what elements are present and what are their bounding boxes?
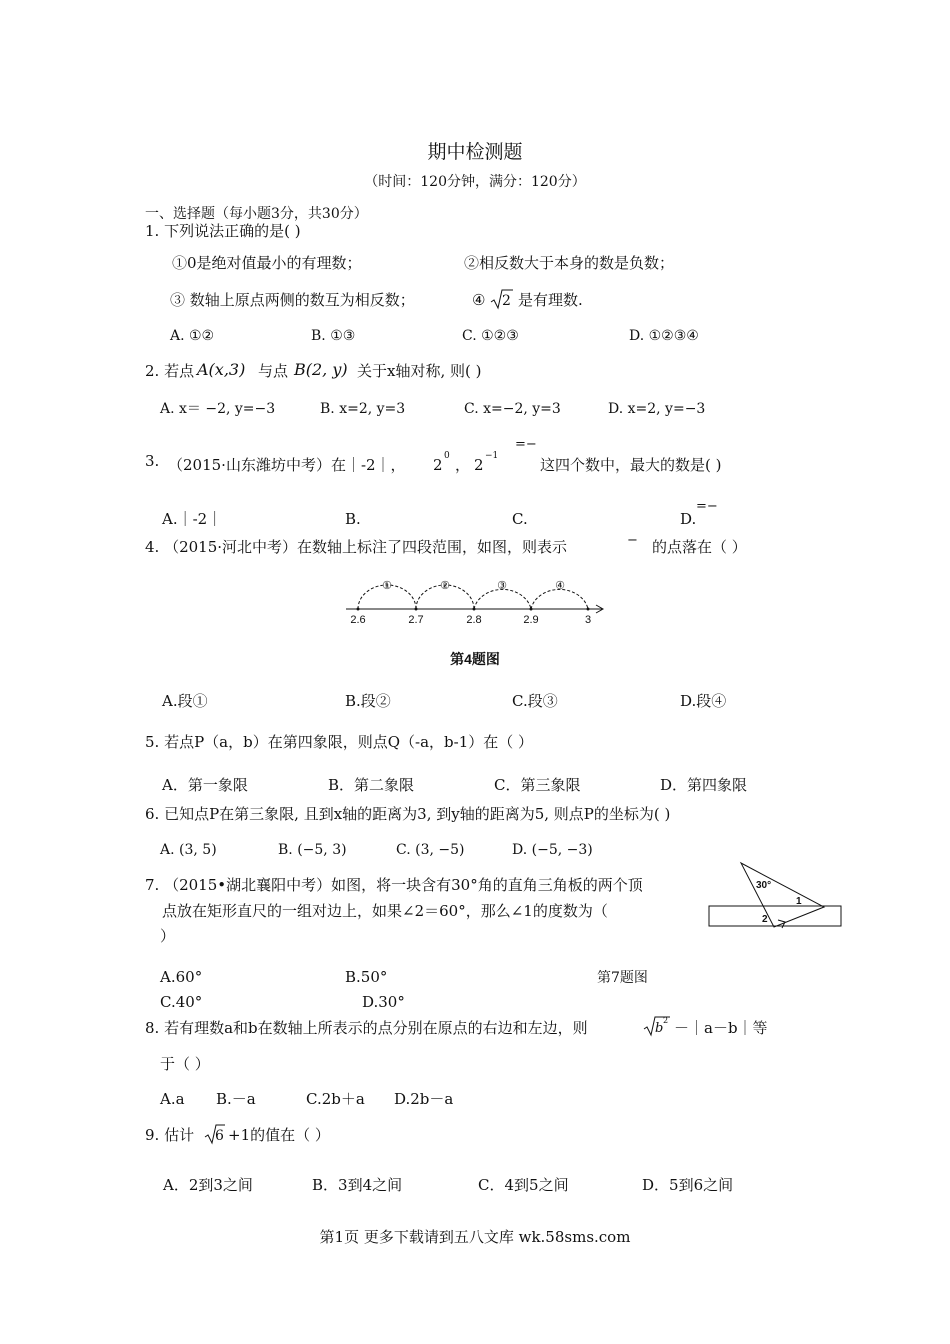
q9-option-d: D．5到6之间: [642, 1176, 734, 1194]
q9-option-b: B．3到4之间: [312, 1176, 403, 1194]
q3-stem-part1: （2015·山东潍坊中考）在｜-2｜，: [168, 456, 406, 474]
q4-option-a: A.段①: [162, 692, 208, 710]
q6-stem: 6. 已知点P在第三象限, 且到x轴的距离为3, 到y轴的距离为5, 则点P的坐标为( ): [145, 805, 671, 823]
q9-option-c: C．4到5之间: [478, 1176, 569, 1194]
tick-label: 2.6: [350, 614, 366, 626]
q6-option-c: C. (3, −5): [396, 842, 465, 858]
angle-2-label: 2: [762, 914, 768, 925]
q8-post: －｜a－b｜等: [674, 1019, 768, 1037]
q3-power1-exponent: 0: [444, 451, 450, 461]
segment-arc-3: [474, 589, 531, 609]
q4-figure-caption: 第4题图: [450, 651, 500, 667]
q1-statement-1: ①0是绝对值最小的有理数；: [172, 254, 362, 272]
q3-option-b: B.: [345, 510, 361, 528]
segment-label-3: ③: [497, 580, 507, 592]
q1-statement-3: ③ 数轴上原点两侧的数互为相反数；: [170, 291, 415, 309]
q6-option-b: B. (−5, 3): [278, 842, 347, 858]
q7-option-c: C.40°: [160, 993, 203, 1011]
exam-info: （时间：120分钟，满分：120分）: [364, 174, 586, 190]
q2-option-c: C. x=−2, y=3: [464, 401, 561, 417]
q3-power2-exponent: −1: [485, 451, 499, 461]
q9-pre: 9. 估计: [145, 1126, 195, 1144]
q3-option-d: D.: [680, 510, 697, 528]
q7-figure-caption: 第7题图: [597, 970, 648, 986]
q4-option-b: B.段②: [345, 692, 391, 710]
q1-option-d: D. ①②③④: [629, 328, 699, 344]
q2-option-a: A. x＝ −2, y=−3: [160, 401, 276, 417]
q3-power2-base: 2: [474, 456, 484, 474]
q5-option-a: A．第一象限: [162, 776, 248, 794]
q8-option-a: A.a: [160, 1090, 185, 1108]
section-heading: 一、选择题（每小题3分，共30分）: [145, 206, 368, 222]
q2-option-b: B. x=2, y=3: [320, 401, 406, 417]
q7-line-3: ）: [160, 927, 176, 945]
q4-number-line-figure: [340, 572, 610, 628]
q1-statement-4-text: 是有理数.: [518, 291, 583, 309]
q5-option-c: C．第三象限: [494, 776, 581, 794]
q7-triangle-ruler-figure: [706, 860, 844, 932]
page-title: 期中检测题: [427, 141, 523, 163]
q8-pre: 8. 若有理数a和b在数轴上所表示的点分别在原点的右边和左边，则: [145, 1019, 588, 1037]
q7-option-a: A.60°: [160, 968, 203, 986]
q6-option-d: D. (−5, −3): [512, 842, 593, 858]
q2-mid: 与点: [258, 362, 289, 380]
segment-label-1: ①: [382, 580, 392, 592]
q1-statement-2: ②相反数大于本身的数是负数；: [464, 254, 675, 272]
q1-statement-4-label: ④: [472, 291, 486, 309]
q9-radicand: 6: [215, 1128, 224, 1144]
segment-label-4: ④: [555, 580, 565, 592]
q2-pre: 2. 若点: [145, 362, 195, 380]
q7-line-1: 7. （2015•湖北襄阳中考）如图，将一块含有30°角的直角三角板的两个顶: [145, 876, 643, 894]
q1-option-b: B. ①③: [311, 328, 356, 344]
q8-line-2: 于（ ）: [160, 1055, 210, 1073]
q1-stem: 1. 下列说法正确的是( ): [145, 222, 301, 240]
q1-option-a: A. ①②: [170, 328, 215, 344]
q5-option-b: B．第二象限: [328, 776, 415, 794]
q6-option-a: A. (3, 5): [160, 842, 217, 858]
angle-30-label: 30°: [756, 880, 772, 891]
page-footer: 第1页 更多下载请到五八文库 wk.58sms.com: [319, 1228, 631, 1246]
angle-1-label: 1: [796, 896, 802, 907]
q5-stem: 5. 若点P（a，b）在第四象限，则点Q（-a，b-1）在（ ）: [145, 733, 534, 751]
q4-option-d: D.段④: [680, 692, 727, 710]
q3-power1-base: 2: [433, 456, 443, 474]
q2-point-b: B(2, y): [294, 360, 348, 379]
q9-post: +1的值在（ ）: [228, 1126, 330, 1144]
q7-option-d: D.30°: [362, 993, 405, 1011]
q8-option-d: D.2b－a: [394, 1090, 454, 1108]
q4-formula-mark: −: [627, 533, 638, 548]
q3-stem-part2: 这四个数中，最大的数是( ): [540, 456, 722, 474]
q3-option-d-mark: =−: [696, 499, 718, 514]
q8-radicand-exponent: 2: [663, 1016, 669, 1025]
q8-option-c: C.2b＋a: [306, 1090, 365, 1108]
q2-post: 关于x轴对称, 则( ): [357, 362, 482, 380]
q1-option-c: C. ①②③: [462, 328, 519, 344]
q8-radicand-base: b: [655, 1021, 664, 1036]
q5-option-d: D．第四象限: [660, 776, 748, 794]
q7-line-2: 点放在矩形直尺的一组对边上，如果∠2＝60°，那么∠1的度数为（: [162, 902, 608, 920]
segment-label-2: ②: [440, 580, 450, 592]
q2-option-d: D. x=2, y=−3: [608, 401, 706, 417]
q4-stem-end: 的点落在（ ）: [652, 538, 747, 556]
q4-stem: 4. （2015·河北中考）在数轴上标注了四段范围，如图，则表示: [145, 538, 568, 556]
q3-formula-mark: =−: [515, 437, 537, 452]
q3-separator: ，: [455, 456, 471, 474]
q4-option-c: C.段③: [512, 692, 558, 710]
q3-option-a: A.｜-2｜: [162, 510, 223, 528]
q3-number: 3.: [145, 452, 160, 470]
tick-label: 2.9: [523, 614, 539, 626]
q8-option-b: B.－a: [216, 1090, 256, 1108]
q7-option-b: B.50°: [345, 968, 388, 986]
q3-option-c: C.: [512, 510, 528, 528]
tick-label: 2.7: [408, 614, 424, 626]
q1-radicand: 2: [502, 293, 511, 309]
tick-label: 3: [584, 614, 592, 626]
tick-label: 2.8: [466, 614, 482, 626]
segment-arc-4: [531, 589, 588, 609]
q9-option-a: A．2到3之间: [163, 1176, 253, 1194]
q2-point-a: A(x,3): [197, 360, 246, 379]
